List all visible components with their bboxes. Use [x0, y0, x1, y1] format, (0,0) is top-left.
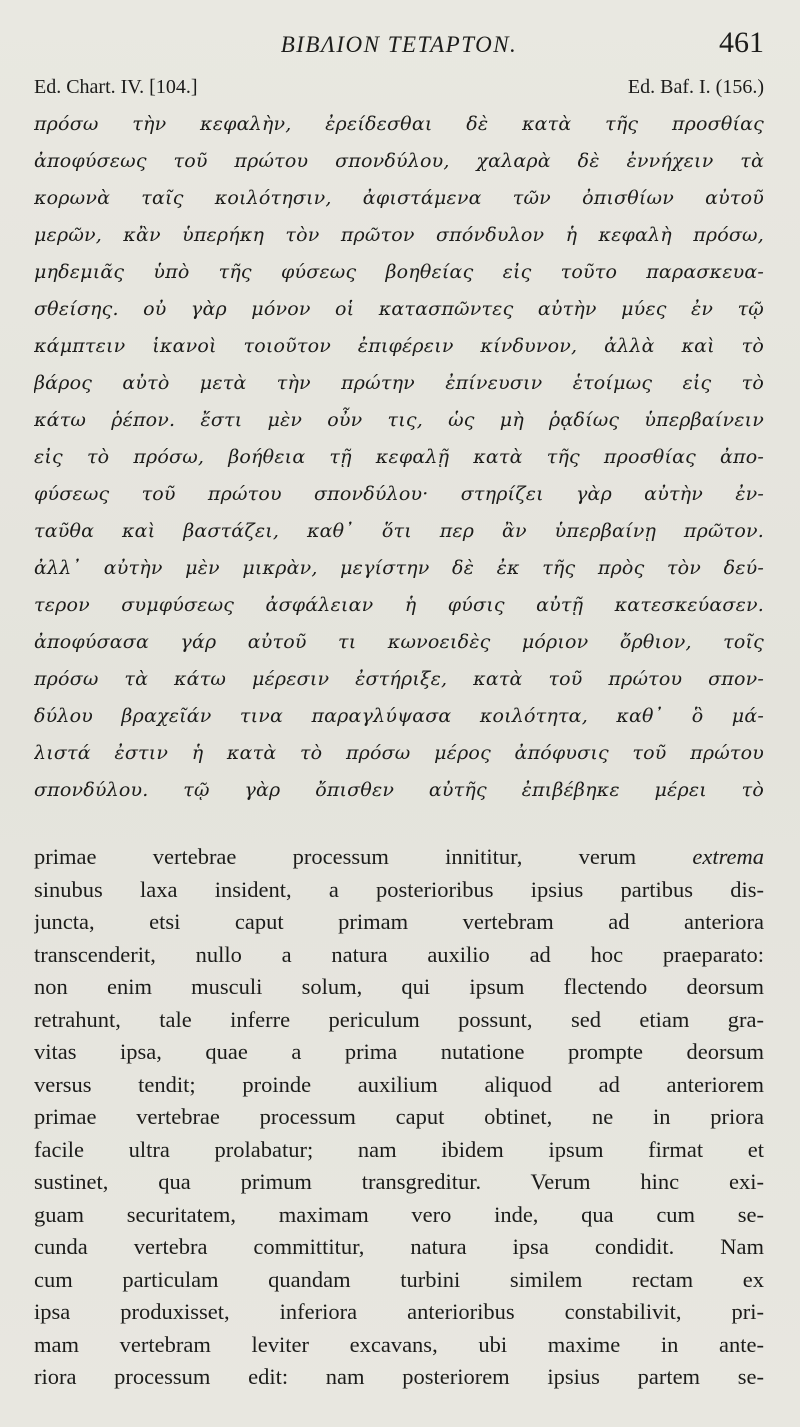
greek-line: βάρος αὐτὸ μετὰ τὴν πρώτην ἐπίνευσιν ἑτοίμως εἰς τὸ	[34, 372, 764, 394]
greek-line: πρόσω τὰ κάτω μέρεσιν ἐστήριξε, κατὰ τοῦ πρώτου σπον-	[34, 668, 764, 690]
edition-references	[34, 72, 764, 102]
latin-line: facile ultra prolabatur; nam ibidem ipsum firmat et	[34, 1136, 764, 1162]
greek-line: κάμπτειν ἱκανοὶ τοιοῦτον ἐπιφέρειν κίνδυνον, ἀλλὰ καὶ τὸ	[34, 335, 764, 357]
latin-line: ipsa produxisset, inferiora anterioribus constabilivit, pri-	[34, 1299, 764, 1324]
greek-line: ἀλλ᾽ αὐτὴν μὲν μικρὰν, μεγίστην δὲ ἐκ τῆς πρὸς τὸν δεύ-	[34, 557, 764, 579]
latin-emphasis: extrema	[692, 844, 764, 869]
greek-line: τερον συμφύσεως ἀσφάλειαν ἡ φύσις αὐτῇ κατεσκεύασεν.	[34, 594, 764, 616]
greek-line: εἰς τὸ πρόσω, βοήθεια τῇ κεφαλῇ κατὰ τῆς προσθίας ἀπο-	[34, 446, 764, 468]
latin-line: juncta, etsi caput primam vertebram ad anteriora	[34, 909, 764, 934]
greek-line: ἀποφύσασα γάρ αὐτοῦ τι κωνοειδὲς μόριον ὄρθιον, τοῖς	[34, 631, 764, 653]
edition-chart-reference: Ed. Chart. IV. [104.]	[34, 76, 198, 98]
greek-line: δύλου βραχεῖάν τινα παραγλύψασα κοιλότητα, καθ᾽ ὃ μά-	[34, 705, 764, 727]
latin-line: primae vertebrae processum caput obtinet, ne in priora	[34, 1104, 764, 1129]
latin-text-block	[34, 841, 764, 1394]
latin-line: mam vertebram leviter excavans, ubi maxime in ante-	[34, 1331, 764, 1357]
latin-line: transcenderit, nullo a natura auxilio ad hoc praeparato:	[34, 941, 764, 967]
latin-line: non enim musculi solum, qui ipsum flectendo deorsum	[34, 974, 764, 999]
running-title: ΒΙΒΛΙΟΝ ΤΕΤΑΡΤΟΝ.	[280, 32, 518, 57]
page-number: 461	[719, 26, 764, 59]
greek-line: σπονδύλου. τῷ γὰρ ὄπισθεν αὐτῆς ἐπιβέβηκε μέρει τὸ	[34, 779, 764, 801]
edition-basel-reference: Ed. Baf. I. (156.)	[627, 76, 764, 98]
greek-line: ταῦθα καὶ βαστάζει, καθ᾽ ὅτι περ ἂν ὑπερβαίνῃ πρῶτον.	[34, 520, 764, 542]
greek-line: κάτω ῥέπον. ἔστι μὲν οὖν τις, ὡς μὴ ῥᾳδίως ὑπερβαίνειν	[34, 409, 764, 431]
greek-line: λιστά ἐστιν ἡ κατὰ τὸ πρόσω μέρος ἀπόφυσις τοῦ πρώτου	[34, 742, 764, 764]
latin-line-text: primae vertebrae processum innititur, verum	[34, 844, 693, 869]
greek-line: σθείσης. οὐ γὰρ μόνον οἱ κατασπῶντες αὐτὴν μύες ἐν τῷ	[34, 298, 764, 320]
greek-line: μερῶν, κἂν ὑπερήκη τὸν πρῶτον σπόνδυλον ἡ κεφαλὴ πρόσω,	[34, 224, 764, 246]
latin-line: sustinet, qua primum transgreditur. Verum hinc exi-	[34, 1169, 764, 1194]
running-head	[34, 26, 764, 66]
latin-line: vitas ipsa, quae a prima nutatione prompte deorsum	[34, 1039, 764, 1064]
latin-line: cunda vertebra committitur, natura ipsa condidit. Nam	[34, 1234, 764, 1259]
greek-line: ἀποφύσεως τοῦ πρώτου σπονδύλου, χαλαρὰ δὲ ἐννήχειν τὰ	[34, 150, 764, 172]
latin-line: versus tendit; proinde auxilium aliquod ad anteriorem	[34, 1071, 764, 1097]
greek-line: πρόσω τὴν κεφαλὴν, ἐρείδεσθαι δὲ κατὰ τῆς προσθίας	[34, 113, 764, 135]
greek-line: φύσεως τοῦ πρώτου σπονδύλου· στηρίζει γὰρ αὐτὴν ἐν-	[34, 483, 764, 505]
latin-line: cum particulam quandam turbini similem rectam ex	[34, 1266, 764, 1292]
latin-line: sinubus laxa insident, a posterioribus ipsius partibus dis-	[34, 876, 764, 902]
latin-line: riora processum edit: nam posteriorem ipsius partem se-	[34, 1364, 764, 1389]
latin-line	[34, 841, 764, 874]
greek-line: κορωνὰ ταῖς κοιλότησιν, ἀφιστάμενα τῶν ὀπισθίων αὐτοῦ	[34, 187, 764, 209]
latin-line: guam securitatem, maximam vero inde, qua cum se-	[34, 1201, 764, 1227]
latin-line: retrahunt, tale inferre periculum possunt, sed etiam gra-	[34, 1006, 764, 1032]
greek-text-block	[34, 106, 764, 809]
greek-line: μηδεμιᾶς ὑπὸ τῆς φύσεως βοηθείας εἰς τοῦτο παρασκευα-	[34, 261, 764, 283]
